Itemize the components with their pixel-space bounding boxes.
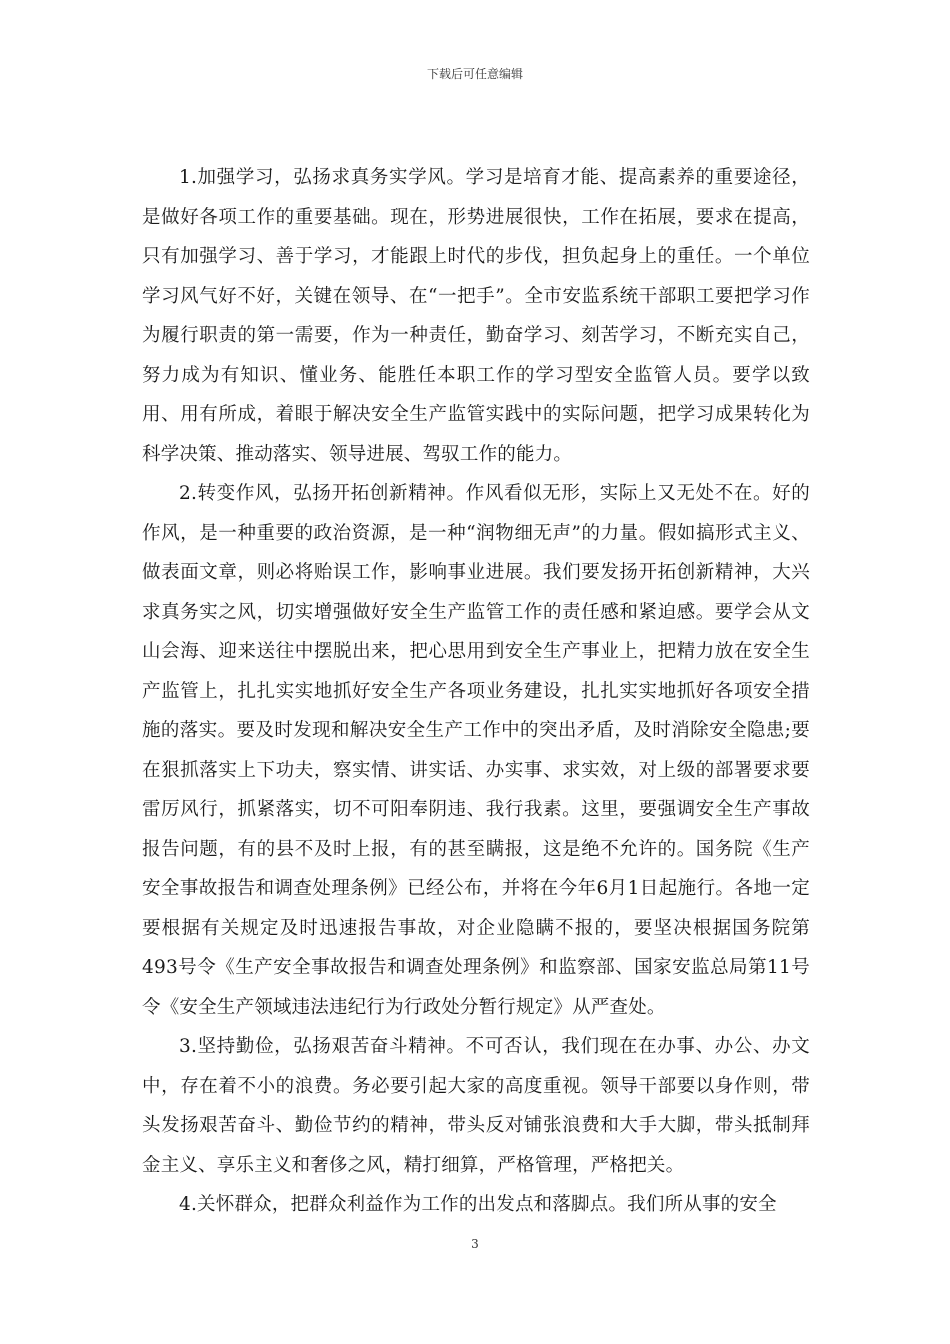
document-body: [142, 158, 810, 1225]
paragraph-3: 3.坚持勤俭，弘扬艰苦奋斗精神。不可否认，我们现在在办事、办公、办文中，存在着不小的浪费。务必要引起大家的高度重视。领导干部要以身作则，带头发扬艰苦奋斗、勤俭节约的精神，带头反对铺张浪费和大手大脚，带头抵制拜金主义、享乐主义和奢侈之风，精打细算，严格管理，严格把关。: [142, 1036, 810, 1176]
paragraph-4: 4.关怀群众，把群众利益作为工作的出发点和落脚点。我们所从事的安全: [179, 1194, 777, 1215]
paragraph-2: 2.转变作风，弘扬开拓创新精神。作风看似无形，实际上又无处不在。好的作风，是一种重要的政治资源，是一种“润物细无声”的力量。假如搞形式主义、做表面文章，则必将贻误工作，影响事业进展。我们要发扬开拓创新精神，大兴求真务实之风，切实增强做好安全生产监管工作的责任感和紧迫感。要学会从文山会海、迎来送往中摆脱出来，把心思用到安全生产事业上，把精力放在安全生产监管上，扎扎实实地抓好安全生产各项业务建设，扎扎实实地抓好各项安全措施的落实。要及时发现和解决安全生产工作中的突出矛盾，及时消除安全隐患;要在狠抓落实上下功夫，察实情、讲实话、办实事、求实效，对上级的部署要求要雷厉风行，抓紧落实，切不可阳奉阴违、我行我素。这里，要强调安全生产事故报告问题，有的县不及时上报，有的甚至瞒报，这是绝不允许的。国务院《生产安全事故报告和调查处理条例》已经公布，并将在今年6月1日起施行。各地一定要根据有关规定及时迅速报告事故，对企业隐瞒不报的，要坚决根据国务院第493号令《生产安全事故报告和调查处理条例》和监察部、国家安监总局第11号令《安全生产领域违法违纪行为行政处分暂行规定》从严查处。: [142, 483, 810, 1018]
paragraph-1: 1.加强学习，弘扬求真务实学风。学习是培育才能、提高素养的重要途径，是做好各项工作的重要基础。现在，形势进展很快，工作在拓展，要求在提高，只有加强学习、善于学习，才能跟上时代的步伐，担负起身上的重任。一个单位学习风气好不好，关键在领导、在“一把手”。全市安监系统干部职工要把学习作为履行职责的第一需要，作为一种责任，勤奋学习、刻苦学习，不断充实自己，努力成为有知识、懂业务、能胜任本职工作的学习型安全监管人员。要学以致用、用有所成，着眼于解决安全生产监管实践中的实际问题，把学习成果转化为科学决策、推动落实、领导进展、驾驭工作的能力。: [142, 167, 810, 465]
page-header: 下载后可任意编辑: [426, 67, 523, 81]
page-number: 3: [471, 1237, 479, 1251]
